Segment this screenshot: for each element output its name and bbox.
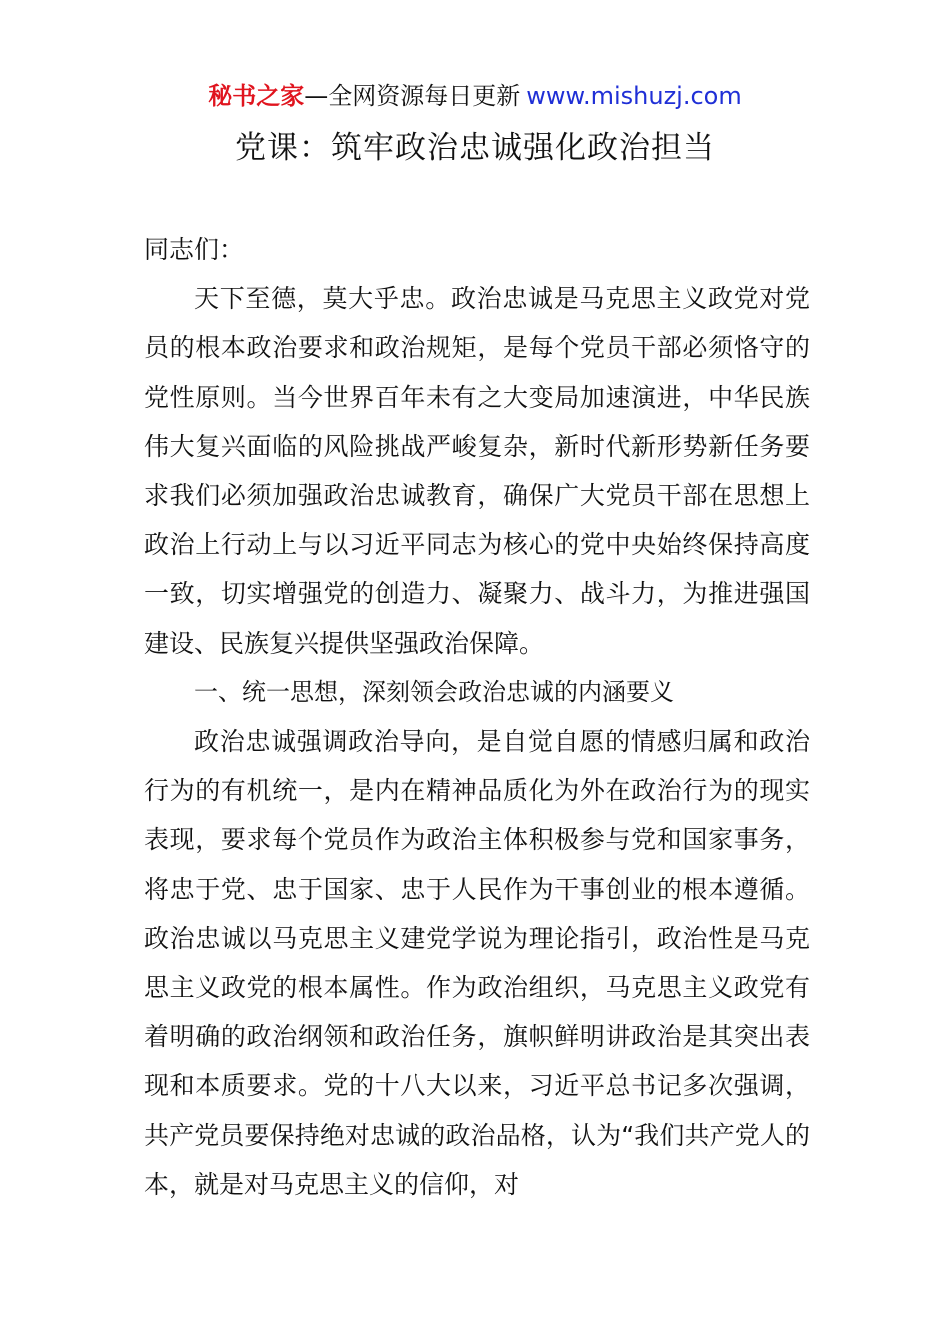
section-heading-1: 一、统一思想，深刻领会政治忠诚的内涵要义 (194, 677, 674, 706)
site-brand: 秘书之家 (208, 82, 305, 110)
site-tagline: —全网资源每日更新 (304, 82, 521, 110)
site-header (0, 80, 950, 112)
site-url-link[interactable]: www.mishuzj.com (526, 82, 742, 110)
document-body (144, 225, 810, 1209)
salutation: 同志们： (144, 235, 245, 264)
paragraph-section-1: 政治忠诚强调政治导向，是自觉自愿的情感归属和政治行为的有机统一，是内在精神品质化为外在政治行为的现实表现，要求每个党员作为政治主体积极参与党和国家事务，将忠于党、忠于国家、忠于人民作为干事创业的根本遵循。政治忠诚以马克思主义建党学说为理论指引，政治性是马克思主义政党的根本属性。作为政治组织，马克思主义政党有着明确的政治纲领和政治任务，旗帜鲜明讲政治是其突出表现和本质要求。党的十八大以来，习近平总书记多次强调，共产党员要保持绝对忠诚的政治品格，认为“我们共产党人的本，就是对马克思主义的信仰，对 (144, 727, 810, 1199)
paragraph-intro: 天下至德，莫大乎忠。政治忠诚是马克思主义政党对党员的根本政治要求和政治规矩，是每个党员干部必须恪守的党性原则。当今世界百年未有之大变局加速演进，中华民族伟大复兴面临的风险挑战严峻复杂，新时代新形势新任务要求我们必须加强政治忠诚教育，确保广大党员干部在思想上政治上行动上与以习近平同志为核心的党中央始终保持高度一致，切实增强党的创造力、凝聚力、战斗力，为推进强国建设、民族复兴提供坚强政治保障。 (144, 284, 810, 658)
document-title: 党课：筑牢政治忠诚强化政治担当 (235, 130, 715, 166)
